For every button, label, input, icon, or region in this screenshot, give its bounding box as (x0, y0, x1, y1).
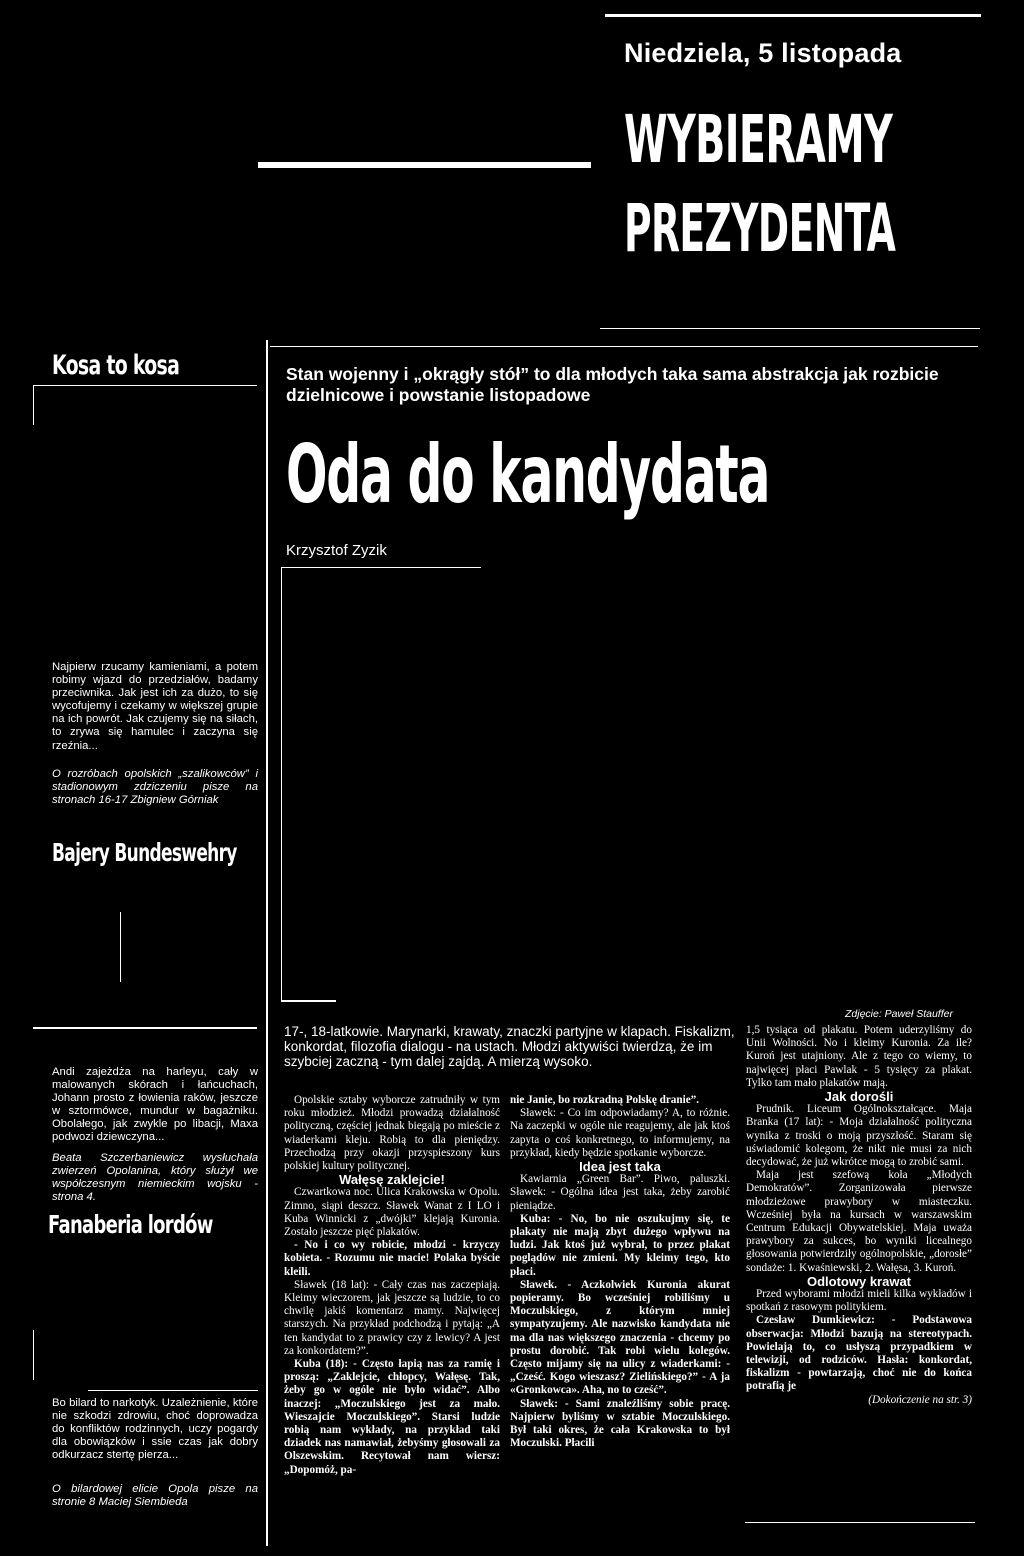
continued-note: (Dokończenie na str. 3) (868, 1393, 972, 1406)
kosa-frame-left (33, 385, 34, 425)
issue-date: Niedziela, 5 listopada (624, 38, 902, 68)
photo-frame-top (281, 567, 481, 568)
bajery-frame-left (120, 912, 121, 982)
header-bottom-rule (600, 328, 980, 329)
fanaberia-teaser: O bilardowej elicie Opola pisze na stronie 8 Maciej Siembieda (52, 1483, 258, 1509)
bajery-title: Bajery Bundeswehry (52, 838, 237, 867)
subhead-krawat: Odlotowy krawat (806, 1273, 912, 1289)
kosa-title: Kosa to kosa (52, 350, 180, 381)
kosa-text: Najpierw rzucamy kamieniami, a potem robimy wjazd do przedziałów, badamy przeciwnika. Jak jest ich za dużo, to się wycofujemy i czekamy w większej grupie na ich powrót. Jak czujemy się na siłach, to zrywa się hamulec i zaczyna się rzeźnia... (52, 661, 258, 752)
bajery-rule (33, 1027, 257, 1029)
photo-frame-bottom (281, 1000, 336, 1002)
column-3-bottom-rule (745, 1522, 975, 1523)
fanaberia-rule (88, 1390, 258, 1391)
subhead-walese: Wałęsę zaklejcie! (339, 1172, 445, 1188)
subhead-dorosli: Jak dorośli (824, 1089, 894, 1105)
bajery-text: Andi zajeżdża na harleyu, cały w malowanych skórach i łańcuchach, Johann prosto z łowienia raków, jeszcze w sztormówce, mundur w bagażniku. Obolałego, jak zwykle po libacji, Maxa podwozi dziewczyna... (52, 1066, 258, 1144)
kosa-rule (33, 385, 257, 386)
fanaberia-title: Fanaberia lordów (48, 1210, 213, 1239)
photo-credit: Zdjęcie: Paweł Stauffer (845, 1008, 953, 1020)
fanaberia-frame-left (33, 1330, 34, 1380)
article-column-3: 1,5 tysiąca od plakatu. Potem uderzyliśmy do Unii Wolności. No i kleimy Kuronia. Za ile? Kuroń jest utajniony. Ale z tego co wiemy, to najwięcej płaci Pawlak - 5 tysięcy za plakat. Tylko tam mało plakatów mają. Jak dorośli Prudnik. Liceum Ogólnokształcące. Maja Branka (17 lat): - Moja działalność polityczna wynika z troski o moją przyszłość. Staram się uświadomić kolegom, że nikt nie musi za nich decydować, że już wkrótce mogą to zrobić sami. Maja jest szefową koła „Młodych Demokratów”. Zorganizowała pierwsze młodzieżowe prawybory w miasteczku. Wcześniej była na kursach w warszawskim Centrum Edukacji Obywatelskiej. Maja uważa prawybory za sukces, bo wyniki licealnego głosowania potwierdziły ogólnopolskie, „dorosłe” sondaże: 1. Kwaśniewski, 2. Wałęsa, 3. Kuroń. Odlotowy krawat Przed wyborami młodzi mieli kilka wykładów i spotkań z rasowym politykiem. Czesław Dumkiewicz: - Podstawowa obserwacja: Młodzi bazują na stereotypach. Powielają to, co usłyszą przypadkiem w telewizji, od rodziców. Hasła: konkordat, fiskalizm - powtarzają, choć nie do końca potrafią je (Dokończenie na str. 3) (746, 1024, 972, 1406)
header-decor-rule (258, 162, 591, 168)
article-lead: 17-, 18-latkowie. Marynarki, krawaty, znaczki partyjne w klapach. Fiskalizm, konkordat, filozofia dialogu - na ustach. Młodzi aktywiści twierdzą, że im szybciej zaczną - tym dalej zajdą. A mierzą wysoko. (284, 1024, 735, 1070)
bajery-teaser: Beata Szczerbaniewicz wysłuchała zwierzeń Opolanina, który służył we współczesnym niemieckim wojsku - strona 4. (52, 1152, 258, 1204)
article-kicker: Stan wojenny i „okrągły stół” to dla młodych taka sama abstrakcja jak rozbicie dzielnicowe i powstanie listopadowe (286, 364, 939, 405)
photo-frame-left (281, 567, 282, 1001)
article-top-rule (270, 346, 978, 347)
column-divider (266, 340, 268, 1546)
article-author: Krzysztof Zyzik (286, 542, 387, 559)
fanaberia-text: Bo bilard to narkotyk. Uzależnienie, które nie szkodzi zdrowiu, choć doprowadza do konfliktów rodzinnych, uczy pogardy dla obowiązków i ssie czas jak dobry odkurzacz stertę pierza... (52, 1397, 258, 1462)
top-rule (605, 14, 981, 17)
headline-line-1: WYBIERAMY (624, 101, 893, 178)
article-column-2: nie Janie, bo rozkradną Polskę draniе”. Sławek: - Co im odpowiadamy? A, to różnie. Na zaczepki w ogóle nie reagujemy, ale jak ktoś zapyta o coś konkretnego, to informujemy, na przykład, kiedy będzie spotkanie wyborcze. Idea jest taka Kawiarnia „Green Bar”. Piwo, paluszki. Sławek: - Ogólna idea jest taka, żeby zarobić pieniądze. Kuba: - No, bo nie oszukujmy się, te plakaty nie mają zbyt dużego wpływu na ludzi. Jak ktoś już wybrał, to przez plakat poglądów nie zmieni. My kleimy tego, kto płaci. Sławek. - Aczkolwiek Kuronia akurat popieramy. Bo wcześniej robiliśmy u Moczulskiego, z którym mniej sympatyzujemy. Ale nazwisko kandydata nie ma dla nas większego znaczenia - chcemy po prostu dorobić. Tak robi wielu kolegów. Często mijamy się na ulicy z wiaderkami: - „Cześć. Kogo wieszasz? Zielińskiego?” - A ja «Gronkowca». Aha, no to cześć”. Sławek: - Sami znaleźliśmy sobie pracę. Najpierw byliśmy w sztabie Moczulskiego. Był taki okres, że cała Krakowska to był Moczulski. Płacili (510, 1094, 730, 1450)
subhead-idea: Idea jest taka (579, 1159, 661, 1175)
headline-line-2: PREZYDENTA (624, 190, 896, 267)
kosa-teaser: O rozróbach opolskich „szalikowców” i stadionowym zdziczeniu pisze na stronach 16-17 Zbigniew Górniak (52, 768, 258, 807)
article-column-1: Opolskie sztaby wyborcze zatrudniły w tym roku młodzież. Młodzi prowadzą działalność polityczną, częściej jednak biegają po mieście z wiaderkami kleju. Robią to dla pieniędzy. Przechodzą przy okazji przyspieszony kurs polskiej kultury politycznej. Wałęsę zaklejcie! Czwartkowa noc. Ulica Krakowska w Opolu. Zimno, siąpi deszcz. Sławek Wanat z I LO i Kuba Winnicki z „dwójki” klejają Kuronia. Zostało jeszcze pięć plakatów. - No i co wy robicie, młodzi - krzyczy kobieta. - Rozumu nie macie! Polaka byście kleili. Sławek (18 lat): - Cały czas nas zaczepiają. Kleimy wieczorem, jak jeszcze są ludzie, to co chwilę jakiś komentarz mamy. Najwięcej starszych. Na przykład podchodzą i pytają: „A ten kandydat to z prawicy czy z lewicy? A jest za konkordatem?”. Kuba (18): - Często łapią nas za ramię i proszą: „Zaklejcie, chłopcy, Wałęsę. Tak, żeby go w ogóle nie było widać”. Albo inaczej: „Moczulskiego jest za mało. Wieszajcie Moczulskiego”. Starsi ludzie robią nam wykłady, na przykład taki dziadek nas namawiał, żebyśmy głosowali za Olszewskim. Recytował nam wiersz: „Dopomóż, pa- (284, 1094, 500, 1476)
article-title: Oda do kandydata (286, 428, 770, 521)
article-photo (280, 568, 976, 1004)
